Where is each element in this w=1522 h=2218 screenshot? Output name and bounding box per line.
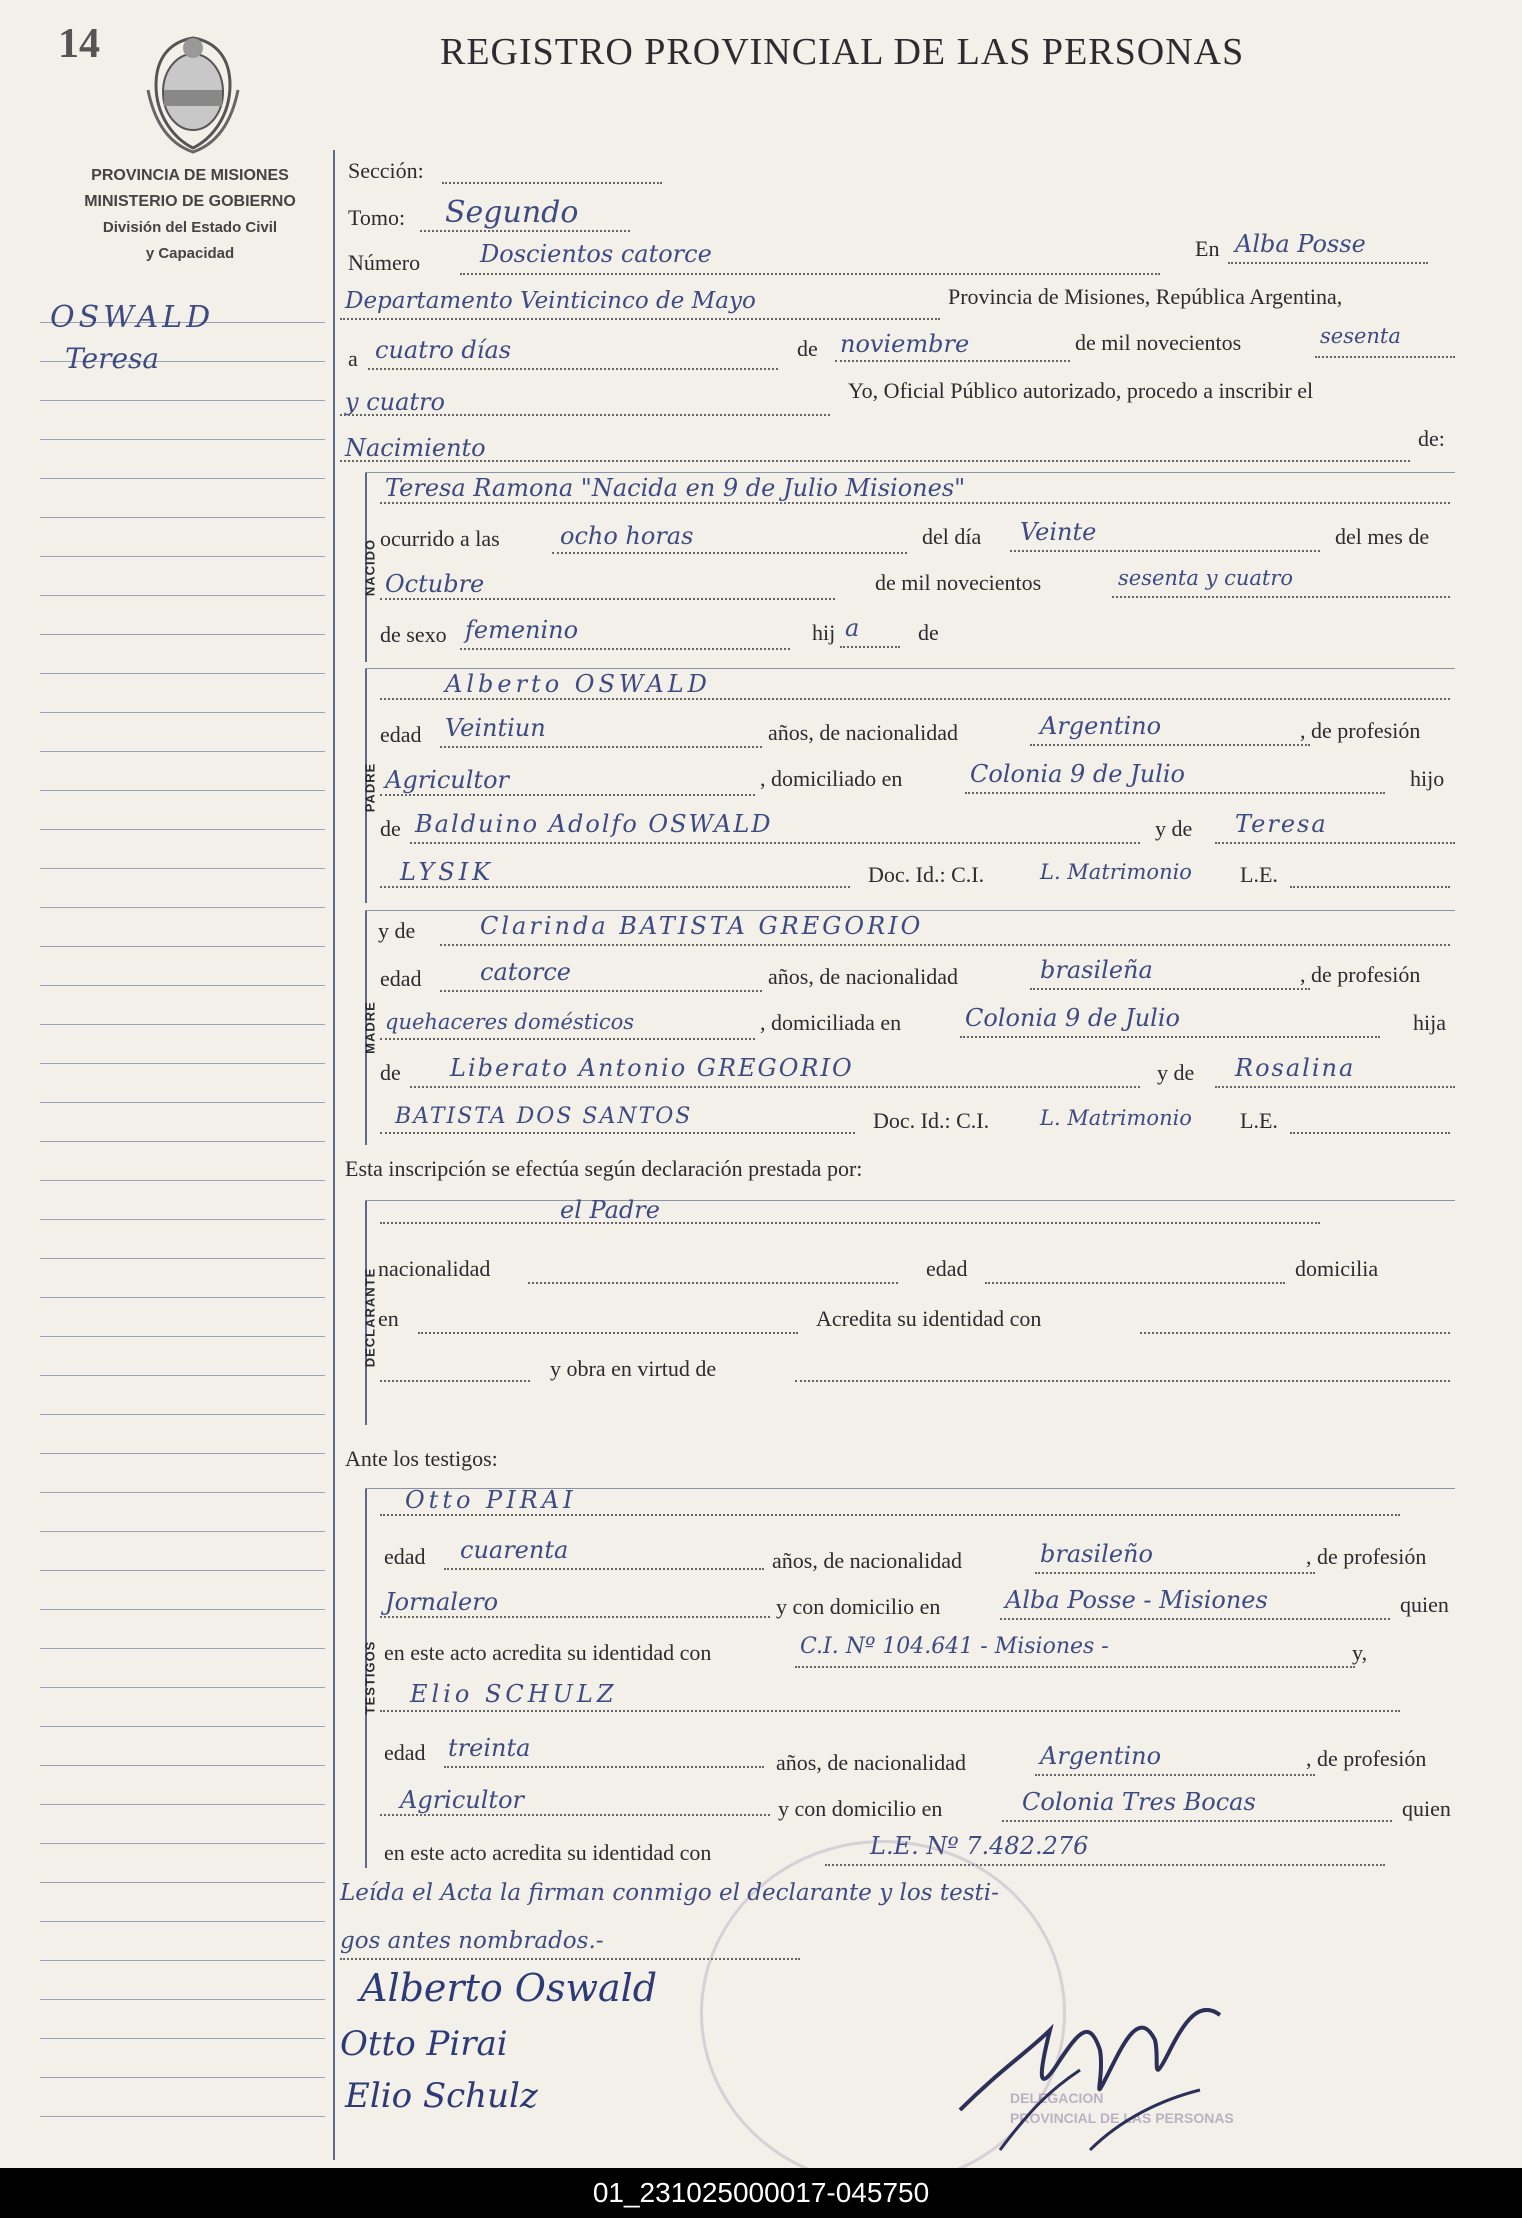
padre-tab: PADRE — [362, 762, 378, 813]
declarante-tab: DECLARANTE — [362, 1267, 378, 1368]
anio-nacido-line — [1112, 596, 1450, 598]
margin-rule — [40, 829, 325, 830]
madre-tab: MADRE — [362, 1001, 378, 1054]
madre-nac-value: brasileña — [1040, 956, 1153, 984]
testigo1-prof-line — [380, 1616, 770, 1618]
padre-dom-label: , domiciliado en — [760, 766, 903, 791]
del-dia-label: del día — [922, 524, 982, 549]
nacido-tab: NACIDO — [362, 538, 378, 597]
mes-value: noviembre — [840, 330, 970, 358]
declarante-en-line — [418, 1332, 798, 1334]
declarante-acredita-line — [1140, 1332, 1450, 1334]
closing-line-rule — [340, 1958, 800, 1960]
declarante-nac-line — [528, 1282, 898, 1284]
mes-line — [835, 360, 1070, 362]
margin-rule — [40, 751, 325, 752]
padre-doc-value: L. Matrimonio — [1040, 860, 1192, 884]
margin-rule — [40, 1102, 325, 1103]
testigo2-prof-label: , de profesión — [1306, 1746, 1427, 1771]
nacido-top-rule — [365, 472, 1455, 473]
madre-le-label: L.E. — [1240, 1108, 1278, 1133]
margin-rule — [40, 478, 325, 479]
madre-dom-line — [960, 1036, 1380, 1038]
declarante-obra-label: y obra en virtud de — [550, 1356, 717, 1381]
coat-of-arms-icon — [138, 30, 248, 155]
madre-madre-line-2 — [380, 1132, 855, 1134]
testigo1-dom-label: y con domicilio en — [776, 1594, 941, 1619]
hij-value: a — [845, 614, 860, 642]
margin-rule — [40, 1414, 325, 1415]
madre-dom-value: Colonia 9 de Julio — [965, 1004, 1180, 1032]
margin-rule — [40, 907, 325, 908]
padre-edad-label: edad — [380, 722, 422, 747]
margin-rule — [40, 1648, 325, 1649]
madre-prof-line — [380, 1038, 755, 1040]
margin-rule — [40, 1531, 325, 1532]
nacido-de-label: de — [918, 620, 939, 645]
margin-rule — [40, 517, 325, 518]
margin-rule — [40, 1726, 325, 1727]
declarante-dom-label: domicilia — [1295, 1256, 1379, 1281]
tomo-label: Tomo: — [348, 205, 406, 230]
margin-rule — [40, 712, 325, 713]
padre-nombre-value: Alberto OSWALD — [445, 670, 711, 698]
testigo2-edad-label: edad — [384, 1740, 426, 1765]
padre-y-de-label: y de — [1155, 816, 1193, 841]
margin-rule — [40, 1258, 325, 1259]
margin-rule — [40, 1492, 325, 1493]
testigo2-dom-value: Colonia Tres Bocas — [1022, 1788, 1256, 1816]
page-number: 14 — [58, 21, 100, 67]
declarante-acredita-label: Acredita su identidad con — [816, 1306, 1042, 1331]
madre-top-rule — [365, 910, 1455, 911]
margin-rule — [40, 2116, 325, 2117]
margin-rule — [40, 1063, 325, 1064]
mes-nacido-line — [380, 598, 835, 600]
hij-line — [840, 646, 900, 648]
padre-hijo-label: hijo — [1410, 766, 1445, 791]
footer-bar — [0, 2168, 1522, 2218]
madre-madre-value-1: Rosalina — [1235, 1054, 1356, 1082]
padre-de-padre-line — [410, 842, 1140, 844]
form-title: REGISTRO PROVINCIAL DE LAS PERSONAS — [440, 31, 1245, 73]
numero-line — [460, 273, 1160, 275]
anio-value-2: y cuatro — [345, 388, 445, 416]
sexo-label: de sexo — [380, 622, 447, 647]
margin-rule — [40, 1804, 325, 1805]
sexo-value: femenino — [465, 616, 579, 644]
madre-dom-label: , domiciliada en — [760, 1010, 902, 1035]
madre-doc-label: Doc. Id.: C.I. — [873, 1108, 990, 1133]
testigo1-nombre: Otto PIRAI — [405, 1486, 577, 1514]
hora-line — [552, 552, 907, 554]
signature-padre: Alberto Oswald — [360, 1966, 658, 2010]
numero-value: Doscientos catorce — [480, 240, 712, 268]
margin-rule — [40, 1297, 325, 1298]
stamp-line-2: PROVINCIAL DE LAS PERSONAS — [1010, 2110, 1234, 2126]
en-line — [1228, 262, 1428, 264]
padre-edad-line — [440, 746, 762, 748]
padre-le-label: L.E. — [1240, 862, 1278, 887]
margin-rule — [40, 1570, 325, 1571]
agency-block — [40, 163, 340, 267]
padre-nac-line — [1030, 744, 1310, 746]
madre-prof-label: , de profesión — [1300, 962, 1421, 987]
padre-nac-label: años, de nacionalidad — [768, 720, 958, 745]
declarante-nombre-value: el Padre — [560, 1196, 660, 1224]
testigo2-prof-value: Agricultor — [400, 1786, 524, 1814]
nacido-nombre-value: Teresa Ramona "Nacida en 9 de Julio Misiones" — [385, 474, 966, 502]
margin-rule — [40, 1765, 325, 1766]
padre-prof-label: , de profesión — [1300, 718, 1421, 743]
margin-rule — [40, 946, 325, 947]
testigo2-nombre-line — [380, 1710, 1400, 1712]
mes-nacido-value: Octubre — [385, 570, 485, 598]
margin-rule — [40, 1336, 325, 1337]
margin-rule — [40, 1960, 325, 1961]
a-label: a — [348, 346, 358, 371]
mil-nacido-label: de mil novecientos — [875, 570, 1042, 595]
padre-madre-value-1: Teresa — [1235, 810, 1328, 838]
acto-value: Nacimiento — [345, 434, 486, 462]
testigo2-quien: quien — [1402, 1796, 1451, 1821]
madre-madre-line-1 — [1215, 1086, 1455, 1088]
declarante-obra-line-1 — [380, 1380, 530, 1382]
declarante-edad-label: edad — [926, 1256, 968, 1281]
padre-madre-line-1 — [1215, 842, 1455, 844]
margin-rule — [40, 790, 325, 791]
margin-rule — [40, 1180, 325, 1181]
margin-given-name: Teresa — [65, 342, 160, 375]
margin-rule — [40, 868, 325, 869]
sexo-line — [460, 648, 790, 650]
declarante-intro: Esta inscripción se efectúa según declaración prestada por: — [345, 1156, 863, 1181]
margin-rule — [40, 1141, 325, 1142]
testigo1-nac-line — [1035, 1572, 1315, 1574]
testigo1-nac-value: brasileño — [1040, 1540, 1153, 1568]
testigos-intro: Ante los testigos: — [345, 1446, 498, 1471]
padre-prof-line — [380, 794, 755, 796]
margin-rule — [40, 595, 325, 596]
testigo1-doc-line — [795, 1666, 1355, 1668]
margin-rule — [40, 1882, 325, 1883]
testigos-tab: TESTIGOS — [362, 1640, 378, 1715]
madre-nac-label: años, de nacionalidad — [768, 964, 958, 989]
de-colon: de: — [1418, 426, 1445, 451]
tomo-value: Segundo — [445, 195, 579, 230]
padre-madre-line-2 — [380, 886, 850, 888]
margin-surname: OSWALD — [50, 300, 215, 335]
padre-doc-label: Doc. Id.: C.I. — [868, 862, 985, 887]
testigo1-edad-label: edad — [384, 1544, 426, 1569]
margin-rule — [40, 673, 325, 674]
nacido-nombre-line — [380, 502, 1450, 504]
dia-nacido-line — [1010, 550, 1320, 552]
dia-line — [368, 368, 778, 370]
madre-le-line — [1290, 1132, 1450, 1134]
padre-dom-value: Colonia 9 de Julio — [970, 760, 1185, 788]
padre-top-rule — [365, 668, 1455, 669]
ocurrido-label: ocurrido a las — [380, 526, 500, 551]
declarante-nac-label: nacionalidad — [378, 1256, 491, 1281]
madre-edad-label: edad — [380, 966, 422, 991]
padre-nombre-line — [380, 698, 1450, 700]
testigo1-edad-value: cuarenta — [460, 1536, 569, 1564]
testigo1-nac-label: años, de nacionalidad — [772, 1548, 962, 1573]
madre-y-de-label-2: y de — [1157, 1060, 1195, 1085]
testigo2-nac-line — [1035, 1774, 1315, 1776]
anio-line-1 — [1315, 356, 1455, 358]
padre-de-label: de — [380, 816, 401, 841]
margin-rule — [40, 1375, 325, 1376]
declarante-obra-line-2 — [795, 1380, 1450, 1382]
oficial-text: Yo, Oficial Público autorizado, procedo a inscribir el — [848, 378, 1314, 403]
testigo1-nombre-line — [380, 1514, 1400, 1516]
en-value: Alba Posse — [1235, 230, 1366, 258]
testigo2-acredita-label: en este acto acredita su identidad con — [384, 1840, 712, 1865]
dia-value: cuatro días — [375, 336, 512, 364]
margin-rule — [40, 400, 325, 401]
declarante-nombre-line — [380, 1222, 1320, 1224]
stamp-line-1: DELEGACION — [1010, 2090, 1104, 2106]
closing-line-2: gos antes nombrados.- — [340, 1928, 604, 1954]
testigo2-nac-value: Argentino — [1040, 1742, 1162, 1770]
agency-line-2: MINISTERIO DE GOBIERNO — [84, 193, 296, 210]
madre-prof-value: quehaceres domésticos — [385, 1010, 635, 1034]
agency-line-3: División del Estado Civil — [102, 219, 278, 236]
padre-nac-value: Argentino — [1040, 712, 1162, 740]
tomo-line — [420, 230, 630, 232]
testigo1-edad-line — [444, 1568, 764, 1570]
seccion-line — [442, 182, 662, 184]
margin-rule — [40, 2038, 325, 2039]
madre-hija-label: hija — [1413, 1010, 1446, 1035]
testigo2-dom-line — [1002, 1820, 1392, 1822]
declarante-top-rule — [365, 1200, 1455, 1201]
anio-value-1: sesenta — [1320, 324, 1401, 348]
testigo1-dom-line — [1000, 1618, 1390, 1620]
margin-rule — [40, 2077, 325, 2078]
agency-line-4: y Capacidad — [145, 245, 235, 262]
testigo1-prof-label: , de profesión — [1306, 1544, 1427, 1569]
hora-value: ocho horas — [560, 522, 694, 550]
padre-edad-value: Veintiun — [445, 714, 546, 742]
margin-rule — [40, 1453, 325, 1454]
margin-rule — [40, 1219, 325, 1220]
testigo1-dom-value: Alba Posse - Misiones — [1005, 1586, 1268, 1614]
margin-rule — [40, 634, 325, 635]
hij-label: hij — [812, 620, 836, 645]
padre-prof-value: Agricultor — [385, 766, 509, 794]
padre-dom-line — [965, 792, 1385, 794]
madre-padre-value: Liberato Antonio GREGORIO — [450, 1054, 854, 1082]
margin-rule — [40, 439, 325, 440]
mil-text: de mil novecientos — [1075, 330, 1242, 355]
dia-nacido-value: Veinte — [1020, 518, 1097, 546]
testigo1-y: y, — [1352, 1640, 1368, 1665]
testigo2-edad-line — [444, 1766, 764, 1768]
margin-rule — [40, 1687, 325, 1688]
madre-padre-line — [410, 1086, 1140, 1088]
provincia-text: Provincia de Misiones, República Argentina, — [948, 284, 1343, 309]
declarante-en-label: en — [378, 1306, 399, 1331]
signature-testigo-2: Elio Schulz — [345, 2076, 538, 2116]
madre-nombre-line — [440, 944, 1450, 946]
testigo2-edad-value: treinta — [448, 1734, 531, 1762]
madre-edad-line — [440, 990, 762, 992]
madre-madre-value-2: BATISTA DOS SANTOS — [395, 1104, 693, 1129]
margin-rule — [40, 556, 325, 557]
testigo2-prof-line — [380, 1814, 770, 1816]
acto-line — [340, 460, 1410, 462]
de-label: de — [797, 336, 818, 361]
margin-rule — [40, 1843, 325, 1844]
madre-y-de-label: y de — [378, 918, 416, 943]
official-signature-icon — [940, 1990, 1260, 2160]
margin-rule — [40, 1921, 325, 1922]
testigo2-nombre: Elio SCHULZ — [410, 1680, 618, 1708]
agency-line-1: PROVINCIA DE MISIONES — [91, 167, 289, 184]
departamento-value: Departamento Veinticinco de Mayo — [345, 288, 756, 314]
margin-rule — [40, 1609, 325, 1610]
testigo2-dom-label: y con domicilio en — [778, 1796, 943, 1821]
main-column-border — [333, 150, 335, 2160]
margin-rule — [40, 985, 325, 986]
padre-de-padre-value: Balduino Adolfo OSWALD — [415, 810, 773, 838]
declarante-edad-line — [985, 1282, 1285, 1284]
margin-rule — [40, 1999, 325, 2000]
madre-nac-line — [1030, 988, 1310, 990]
en-label: En — [1195, 236, 1220, 261]
testigo2-doc-value: L.E. Nº 7.482.276 — [870, 1832, 1089, 1860]
departamento-line — [340, 318, 940, 320]
closing-line-1: Leída el Acta la firman conmigo el declarante y los testi- — [340, 1880, 999, 1906]
testigo1-prof-value: Jornalero — [385, 1588, 499, 1616]
padre-madre-value-2: LYSIK — [400, 858, 495, 886]
madre-nombre-value: Clarinda BATISTA GREGORIO — [480, 912, 924, 940]
margin-rule — [40, 1024, 325, 1025]
anio-line-2 — [340, 414, 830, 416]
footer-text: 01_231025000017-045750 — [592, 2177, 930, 2208]
numero-label: Número — [348, 250, 421, 275]
padre-le-line — [1290, 886, 1450, 888]
seccion-label: Sección: — [348, 158, 424, 183]
signature-testigo-1: Otto Pirai — [340, 2024, 508, 2064]
madre-edad-value: catorce — [480, 958, 571, 986]
testigo1-doc-value: C.I. Nº 104.641 - Misiones - — [800, 1634, 1109, 1659]
anio-nacido-value: sesenta y cuatro — [1118, 566, 1294, 590]
madre-doc-value: L. Matrimonio — [1040, 1106, 1192, 1130]
testigo2-nac-label: años, de nacionalidad — [776, 1750, 966, 1775]
madre-de-label: de — [380, 1060, 401, 1085]
testigo1-quien: quien — [1400, 1592, 1449, 1617]
testigo1-acredita-label: en este acto acredita su identidad con — [384, 1640, 712, 1665]
del-mes-label: del mes de — [1335, 524, 1430, 549]
